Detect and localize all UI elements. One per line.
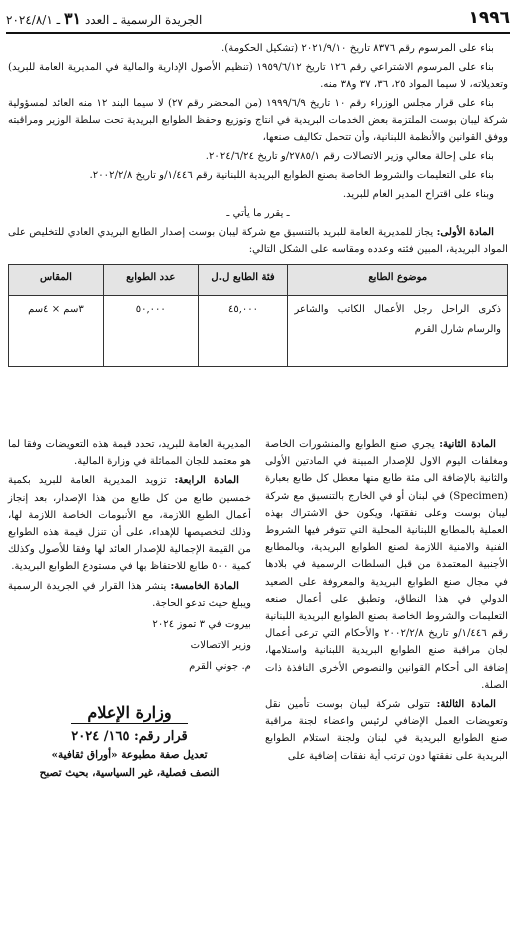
article-3-text: تتولى شركة ليبان بوست تأمين نقل وتعويضات العمل الإضافي لرئيس واعضاء لجنة مراقبة صنع الطوابع البريدية في لبنان ولجنة استلام الطوابع البريدية على نفقتها دون ترتب أية نفقات إضافية على bbox=[265, 699, 508, 762]
gazette-name: الجريدة الرسمية ـ العدد bbox=[84, 12, 203, 27]
article-1 bbox=[8, 224, 508, 258]
preamble-3: بناء على قرار مجلس الوزراء رقم ١٠ تاريخ ١٩٩٩/٦/٩ (من المحضر رقم ٢٧) لا سيما البند ١٢ منه العائد لمسؤولية شركة ليبان بوست الملتزمة بعض الخدمات البريدية في انتاج وتوزيع وحفظ الطوابع البريدية تحت سلطة الوزير ومراقبته ووفق القوانين والأنظمة اللبنانية، وأن تتحمل تكاليف صنعها، bbox=[8, 98, 508, 143]
signature-place-date: بيروت في ٣ تموز ٢٠٢٤ bbox=[152, 619, 251, 631]
th-size: المقاس bbox=[9, 265, 104, 296]
article-2-text: يجري صنع الطوابع والمنشورات الخاصة ومغلفات اليوم الاول للإصدار المبينة في المادتين الأولى والثانية بالإضافة الى مئة طابع منها معطل كل طابع بعبارة (Specimen) في لبنان أو في الخارج بالتنسيق مع شركة ليبان بوست وعلى نفقتها، ويكون حق الاشتراك بهذه العملية بالمطابع اللبنانية المحلية التي تتوفر فيها الشروط الفنية والامنية اللازمة لصنع الطوابع البريدية، وبالمطابع الأجنبية المعتمدة من قبل السلطات الرسمية في بلادها في مجال صنع الطوابع البريدية والمعروفة على الصعيد الدولي في هذا النطاق، وتطبق على أعمال صنعه التعليمات والشروط الخاصة بصنع الطوابع البريدية اللبنانية رقم ١/٤٤٦/و تاريخ ٢٠٠٢/٢/٨ والأحكام التي ترعى أعمال لجان مراقبة صنع الطوابع البريدية اللبنانية واستلامها، إضافة الى أحكام القوانين والنصوص الأخرى النافذة ذات الصلة. bbox=[265, 439, 508, 691]
ministry-title: وزارة الإعلام bbox=[71, 704, 187, 724]
ministry-subject-2: النصف فصلية، غير السياسية، بحيث تصبح bbox=[39, 767, 220, 780]
article-4 bbox=[8, 472, 251, 575]
cell-size: ٣سم × ٤سم bbox=[9, 296, 104, 367]
signature-name: م. جوني القرم bbox=[189, 661, 251, 673]
article-4-text: تزويد المديرية العامة للبريد بكمية خمسين طابع من كل طابع من هذا الإصدار، بعد إنجاز أعمال الطبع اللازمة، مع الأنبومات الخاصة اللازمة لها، وذلك لتخصيصها للإهداء، على أن تنزل قيمة هذه الطوابع من القيمة الإجمالية للإصدار العائد لها وفقا للأصول وكذلك كمية ٥٠٠ طابع للاحتفاظ بها في مستودع الطوابع البريدية. bbox=[8, 475, 251, 573]
preamble-2: بناء على المرسوم الاشتراعي رقم ١٢٦ تاريخ ١٩٥٩/٦/١٢ (تنظيم الأصول الإدارية والمالية في المديرية العامة للبريد) وتعديلاته، لا سيما المواد ٢٥، ٣٦، ٣٧ و٣٨ منه. bbox=[8, 62, 508, 90]
issue-number: ٣١ bbox=[63, 8, 82, 28]
ministry-decision-number: قرار رقم: ١٦٥/ ٢٠٢٤ bbox=[71, 728, 188, 744]
decides-heading: ـ يقرر ما يأتي ـ bbox=[226, 208, 290, 219]
preamble-5: بناء على التعليمات والشروط الخاصة بصنع الطوابع البريدية اللبنانية رقم ١/٤٤٦/و تاريخ ٢٠٠٢/٢/٨. bbox=[89, 170, 494, 181]
right-column bbox=[265, 436, 508, 781]
top-section bbox=[8, 40, 508, 371]
article-1-text: يجاز للمديرية العامة للبريد بالتنسيق مع شركة ليبان بوست إصدار الطابع البريدي العادي للتخليص على المواد البريدية، المبين فئته وعدده ومقاسه على الشكل التالي: bbox=[8, 227, 508, 255]
cell-subject: ذكرى الراحل رجل الأعمال الكاتب والشاعر والرسام شارل القرم bbox=[288, 296, 508, 367]
article-2-label: المادة الثانية: bbox=[439, 438, 496, 450]
table-row bbox=[9, 296, 508, 367]
article-1-label: المادة الأولى: bbox=[436, 226, 494, 238]
article-2 bbox=[265, 436, 508, 694]
ministry-subject-1: تعديل صفة مطبوعة «أوراق ثقافية» bbox=[51, 749, 208, 762]
article-3 bbox=[265, 696, 508, 765]
signature-role: وزير الاتصالات bbox=[190, 640, 251, 652]
cell-denomination: ٤٥,٠٠٠ bbox=[198, 296, 288, 367]
table-header-row bbox=[9, 265, 508, 296]
preamble-1: بناء على المرسوم رقم ٨٣٧٦ تاريخ ٢٠٢١/٩/١٠ (تشكيل الحكومة). bbox=[221, 43, 494, 54]
gazette-title bbox=[6, 9, 202, 28]
article-5-text: ينشر هذا القرار في الجريدة الرسمية ويبلغ حيث تدعو الحاجة. bbox=[8, 580, 251, 609]
stamp-table bbox=[8, 264, 508, 367]
th-subject: موضوع الطابع bbox=[288, 265, 508, 296]
article-5 bbox=[8, 578, 251, 612]
preamble-4: بناء على إحالة معالي وزير الاتصالات رقم ٢٧٨٥/١/و تاريخ ٢٠٢٤/٦/٢٤. bbox=[205, 151, 494, 162]
page-header bbox=[6, 4, 510, 34]
article-4-label: المادة الرابعة: bbox=[174, 474, 239, 487]
cell-count: ٥٠,٠٠٠ bbox=[103, 296, 198, 367]
article-5-label: المادة الخامسة: bbox=[170, 579, 239, 592]
preamble-6: وبناء على اقتراح المدير العام للبريد. bbox=[342, 189, 494, 200]
issue-date: ـ ٢٠٢٤/٨/١ bbox=[6, 12, 61, 27]
page-number: ١٩٩٦ bbox=[468, 8, 510, 28]
th-denomination: فئة الطابع ل.ل bbox=[198, 265, 288, 296]
left-column bbox=[8, 436, 251, 781]
article-3-continuation: المديرية العامة للبريد، تحدد قيمة هذه التعويضات وفقا لما هو معتمد للجان المماثلة في وزارة المالية. bbox=[8, 439, 251, 468]
th-count: عدد الطوابع bbox=[103, 265, 198, 296]
ministry-block bbox=[8, 704, 251, 781]
two-column-section bbox=[8, 436, 508, 781]
article-3-label: المادة الثالثة: bbox=[436, 698, 496, 711]
